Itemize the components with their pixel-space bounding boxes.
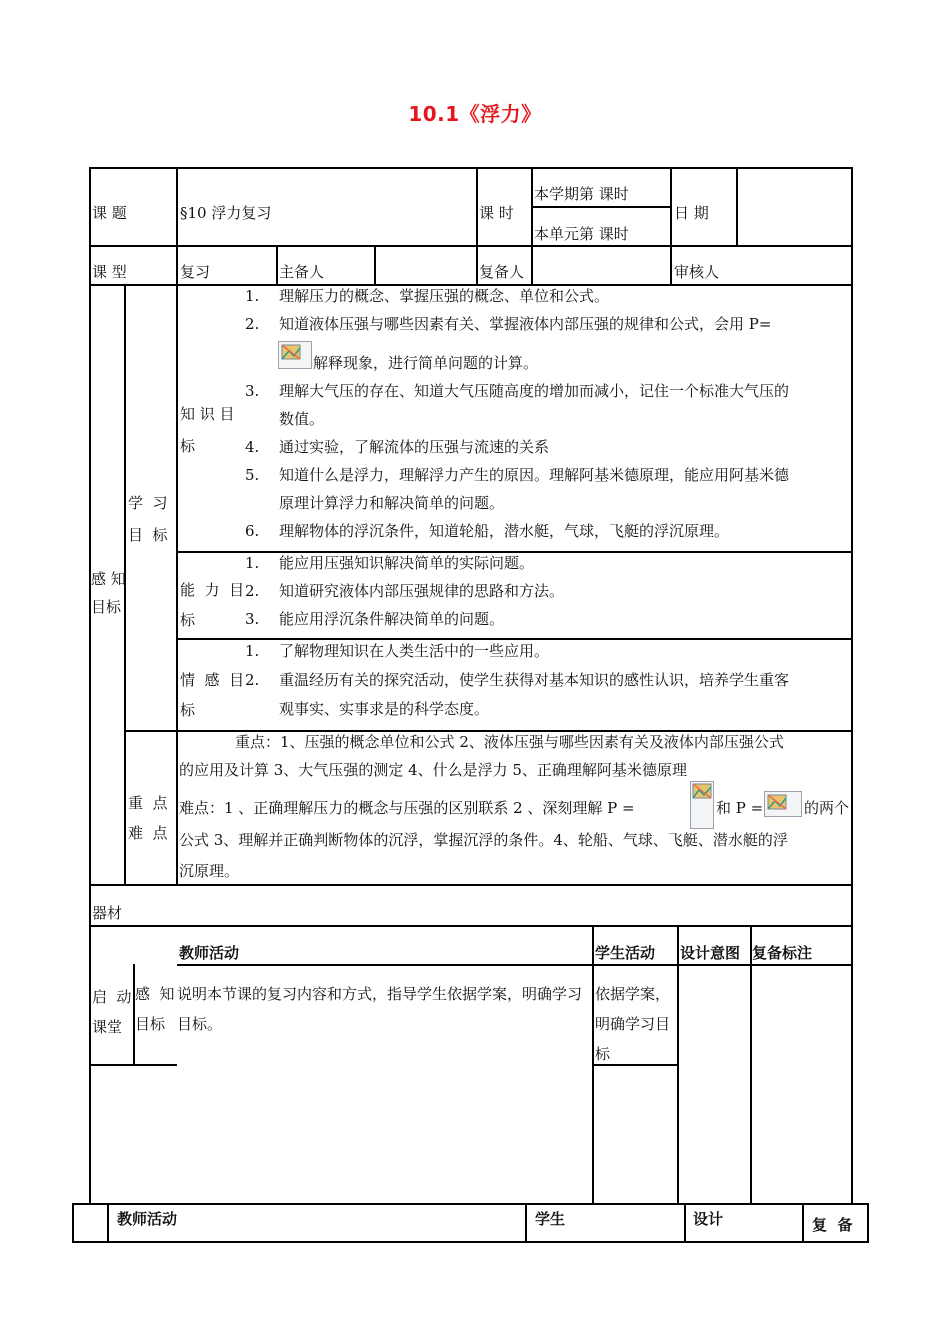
preparer-label: 主备人 [279, 263, 325, 281]
knowledge-item-text: 理解压力的概念、掌握压强的概念、单位和公式。 [279, 287, 610, 305]
formula-image-icon [278, 341, 312, 369]
topic-label: 课 题 [92, 204, 127, 222]
bottom-teacher-activity-header: 教师活动 [117, 1210, 178, 1228]
type-value: 复习 [180, 263, 211, 281]
bottom-student-header: 学生 [535, 1210, 566, 1228]
learning-goal-label: 学 习 目 标 [128, 494, 168, 544]
key-points-line: 的应用及计算 3、大气压强的测定 4、什么是浮力 5、正确理解阿基米德原理 [179, 761, 687, 779]
period-label: 课 时 [479, 204, 514, 222]
perceive-goal-sublabel: 感 知 目标 [135, 985, 175, 1033]
knowledge-item-num: 3. [245, 382, 260, 400]
ability-item-num: 1. [245, 554, 260, 572]
knowledge-item-num: 5. [245, 466, 260, 484]
student-activity-text: 依据学案，明确学习目标 [595, 985, 671, 1063]
knowledge-item-text: 知道什么是浮力，理解浮力产生的原因。理解阿基米德原理，能应用阿基米德 [279, 466, 790, 484]
ability-item-text: 能应用压强知识解决简单的实际问题。 [279, 554, 535, 572]
knowledge-goal-label: 知 识 目 标 [180, 405, 235, 455]
difficult-points-line: 和 P = [716, 799, 764, 817]
review-note-header: 复备标注 [752, 944, 813, 962]
equipment-label: 器材 [92, 904, 123, 922]
difficult-points-line: 公式 3、理解并正确判断物体的沉浮，掌握沉浮的条件。4、轮船、气球、飞艇、潜水艇的浮 [179, 831, 788, 849]
emotion-item-text: 重温经历有关的探究活动，使学生获得对基本知识的感性认识，培养学生重客 [279, 671, 790, 689]
start-class-label: 启 动 课堂 [92, 988, 132, 1036]
bottom-review-header: 复 备 [812, 1216, 853, 1234]
key-points-label: 重 点 难 点 [128, 794, 168, 842]
perceive-goal-label: 感 知 目标 [91, 570, 126, 616]
emotion-item-num: 2. [245, 671, 260, 689]
knowledge-item-num: 4. [245, 438, 260, 456]
checker-label: 审核人 [674, 263, 720, 281]
teacher-activity-text: 说明本节课的复习内容和方式，指导学生依据学案，明确学习目标。 [177, 985, 583, 1033]
emotion-item-num: 1. [245, 642, 260, 660]
period-unit: 本单元第 课时 [534, 225, 629, 243]
design-intent-header: 设计意图 [680, 944, 741, 962]
reviewer-label: 复备人 [479, 263, 525, 281]
knowledge-item-text: 理解物体的浮沉条件，知道轮船，潜水艇，气球，飞艇的浮沉原理。 [279, 522, 730, 540]
emotion-item-text: 观事实、实事求是的科学态度。 [279, 700, 490, 718]
bottom-design-header: 设计 [693, 1210, 724, 1228]
knowledge-item-text: 解释现象，进行简单问题的计算。 [313, 354, 539, 372]
type-label: 课 型 [92, 263, 127, 281]
difficult-points-line: 的两个 [804, 799, 850, 817]
formula-image-icon [764, 791, 802, 817]
knowledge-item-num: 6. [245, 522, 260, 540]
knowledge-item-text: 原理计算浮力和解决简单的问题。 [279, 494, 505, 512]
date-label: 日 期 [674, 204, 709, 222]
emotion-goal-label: 情 感 目 标 [180, 671, 245, 719]
difficult-points-line: 沉原理。 [179, 862, 240, 880]
ability-item-text: 知道研究液体内部压强规律的思路和方法。 [279, 582, 565, 600]
student-activity-header: 学生活动 [595, 944, 656, 962]
formula-image-icon [690, 781, 714, 829]
teacher-activity-header: 教师活动 [179, 944, 240, 962]
topic-value: §10 浮力复习 [180, 204, 272, 222]
key-points-line: 重点：1、压强的概念单位和公式 2、液体压强与哪些因素有关及液体内部压强公式 [235, 733, 784, 751]
ability-goal-label: 能 力 目 标 [180, 581, 245, 629]
knowledge-item-text: 知道液体压强与哪些因素有关、掌握液体内部压强的规律和公式，会用 P= [279, 315, 772, 333]
difficult-points-line: 难点：1 、正确理解压力的概念与压强的区别联系 2 、深刻理解 P = [179, 799, 635, 817]
knowledge-item-text: 通过实验，了解流体的压强与流速的关系 [279, 438, 550, 456]
ability-item-num: 2. [245, 582, 260, 600]
knowledge-item-text: 理解大气压的存在、知道大气压随高度的增加而减小，记住一个标准大气压的 [279, 382, 790, 400]
ability-item-text: 能应用浮沉条件解决简单的问题。 [279, 610, 505, 628]
knowledge-item-num: 1. [245, 287, 260, 305]
emotion-item-text: 了解物理知识在人类生活中的一些应用。 [279, 642, 550, 660]
knowledge-item-num: 2. [245, 315, 260, 333]
document-title: 10.1《浮力》 [408, 102, 542, 126]
knowledge-item-text: 数值。 [279, 410, 325, 428]
period-semester: 本学期第 课时 [534, 185, 629, 203]
ability-item-num: 3. [245, 610, 260, 628]
